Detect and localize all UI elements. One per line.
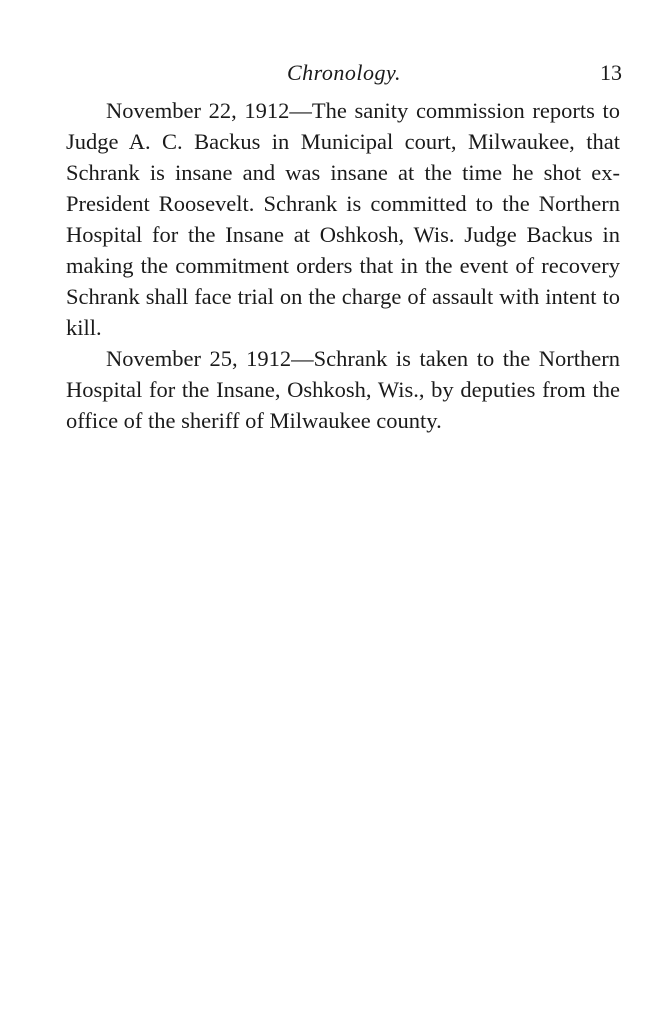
running-head (66, 58, 622, 88)
running-head-title: Chronology. (286, 60, 402, 85)
body-text (66, 95, 620, 436)
paragraph-november-22: November 22, 1912—The sanity commission reports to Judge A. C. Backus in Municipal court, Milwaukee, that Schrank is insane and was insane at the time he shot ex-President Roosevelt. Schrank is committed to the Northern Hospital for the Insane at Oshkosh, Wis. Judge Backus in making the commitment orders that in the event of recovery Schrank shall face trial on the charge of assault with intent to kill. (66, 98, 620, 340)
paragraph-november-25: November 25, 1912—Schrank is taken to the Northern Hospital for the Insane, Oshkosh, Wis., by deputies from the office of the sheriff of Milwaukee county. (66, 346, 620, 433)
page-number: 13 (600, 60, 622, 85)
